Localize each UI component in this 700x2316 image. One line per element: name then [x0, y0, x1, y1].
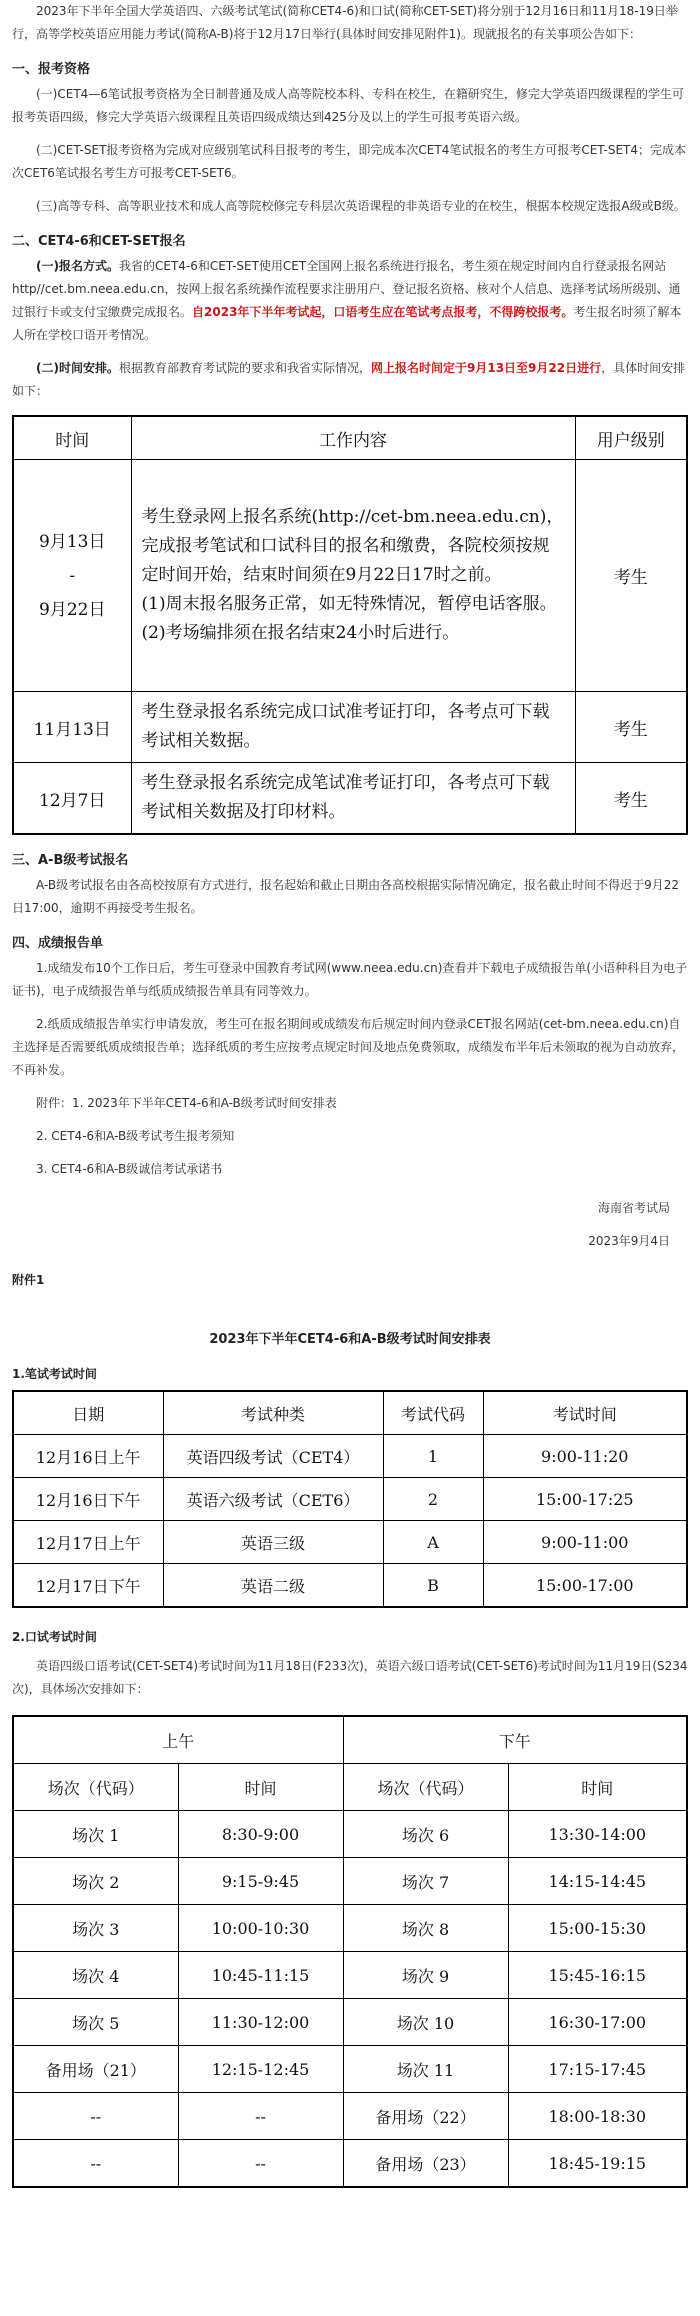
cell-time-am: 12:15-12:45 — [178, 2046, 343, 2093]
table-row — [13, 2046, 687, 2093]
cell-time-am: 9:15-9:45 — [178, 1858, 343, 1905]
column-header-exam-time: 考试时间 — [483, 1391, 687, 1435]
section-4-item-1: 1.成绩发布10个工作日后，考生可登录中国教育考试网(www.neea.edu.cn)查看并下载电子成绩报告单(小语种科目为电子证书)，电子成绩报告单与纸质成绩报告单具有同等效力。 — [12, 961, 688, 998]
column-header-date: 日期 — [13, 1391, 163, 1435]
column-header-exam-code: 考试代码 — [383, 1391, 483, 1435]
cell-date: 12月17日上午 — [13, 1521, 163, 1564]
section-1-item-3: (三)高等专科、高等职业技术和成人高等院校修完专科层次英语课程的非英语专业的在校生，根据本校规定选报A级或B级。 — [36, 199, 686, 213]
cell-session-pm: 场次 7 — [343, 1858, 508, 1905]
cell-session-am: -- — [13, 2140, 178, 2188]
section-2-item-2 — [12, 357, 688, 403]
row-user: 考生 — [575, 763, 687, 835]
section-2-item-1 — [12, 255, 688, 347]
cell-session-am: 备用场（21） — [13, 2046, 178, 2093]
table-row — [13, 1952, 687, 1999]
cell-session-pm: 场次 9 — [343, 1952, 508, 1999]
table-header-row — [13, 416, 687, 460]
attachment-1: 附件：1. 2023年下半年CET4-6和A-B级考试时间安排表 — [36, 1096, 337, 1110]
table-row — [13, 1564, 687, 1608]
cell-exam-type: 英语六级考试（CET6） — [163, 1478, 383, 1521]
column-header-user: 用户级别 — [575, 416, 687, 460]
schedule-text-end: ，具体时间安排如下： — [12, 361, 686, 398]
table-row — [13, 763, 687, 835]
cell-time-am: 10:00-10:30 — [178, 1905, 343, 1952]
cell-session-pm: 备用场（22） — [343, 2093, 508, 2140]
table-row — [13, 2093, 687, 2140]
cell-exam-time: 9:00-11:20 — [483, 1435, 687, 1478]
column-header-time-pm: 时间 — [508, 1764, 687, 1811]
section-4-title: 四、成绩报告单 — [12, 936, 104, 951]
table-row — [13, 1905, 687, 1952]
schedule-text: 根据教育部教育考试院的要求和我省实际情况， — [118, 361, 371, 375]
cell-time-am: -- — [178, 2140, 343, 2188]
table-header-row — [13, 1716, 687, 1764]
cell-time-pm: 15:00-15:30 — [508, 1905, 687, 1952]
row-content-main: 考生登录网上报名系统(http://cet-bm.neea.edu.cn)，完成报考笔试和口试科目的报名和缴费，各院校须按规定时间开始，结束时间须在9月22日17时之前。 — [141, 507, 564, 585]
cell-session-pm: 备用场（23） — [343, 2140, 508, 2188]
cell-time-pm: 18:00-18:30 — [508, 2093, 687, 2140]
cell-session-am: 场次 3 — [13, 1905, 178, 1952]
cell-time-pm: 18:45-19:15 — [508, 2140, 687, 2188]
cell-session-pm: 场次 10 — [343, 1999, 508, 2046]
oral-exam-warning: 自2023年下半年考试起，口语考生应在笔试考点报考，不得跨校报考。 — [192, 305, 574, 319]
cell-session-am: 场次 2 — [13, 1858, 178, 1905]
section-4-item-2: 2.纸质成绩报告单实行申请发放，考生可在报名期间或成绩发布后规定时间内登录CET报名网站(cet-bm.neea.edu.cn)自主选择是否需要纸质成绩报告单；选择纸质的考生应按考点规定时间及地点免费领取，成绩发布半年后未领取的视为自动放弃，不再补发。 — [12, 1017, 685, 1077]
cell-time-am: -- — [178, 2093, 343, 2140]
table-row — [13, 1811, 687, 1858]
column-header-time-am: 时间 — [178, 1764, 343, 1811]
cell-exam-code: A — [383, 1521, 483, 1564]
table-row — [13, 1478, 687, 1521]
cell-session-pm: 场次 8 — [343, 1905, 508, 1952]
row-content: 考生登录报名系统完成口试准考证打印，各考点可下载考试相关数据。 — [131, 692, 575, 763]
cell-exam-time: 15:00-17:25 — [483, 1478, 687, 1521]
row-time: 12月7日 — [13, 763, 131, 835]
row-content-note-1: (1)周末报名服务正常，如无特殊情况，暂停电话客服。 — [141, 594, 557, 614]
cell-time-am: 10:45-11:15 — [178, 1952, 343, 1999]
column-header-exam-type: 考试种类 — [163, 1391, 383, 1435]
row-time: 11月13日 — [13, 692, 131, 763]
cell-exam-code: 2 — [383, 1478, 483, 1521]
cell-exam-type: 英语四级考试（CET4） — [163, 1435, 383, 1478]
column-header-session-pm: 场次（代码） — [343, 1764, 508, 1811]
cell-time-am: 11:30-12:00 — [178, 1999, 343, 2046]
section-2-title: 二、CET4-6和CET-SET报名 — [12, 234, 186, 249]
table-row — [13, 1858, 687, 1905]
row-content — [131, 460, 575, 692]
signature-date: 2023年9月4日 — [588, 1234, 670, 1248]
row-time — [13, 460, 131, 692]
written-exam-subtitle: 1.笔试考试时间 — [12, 1367, 97, 1381]
cell-exam-code: B — [383, 1564, 483, 1608]
cell-exam-time: 9:00-11:00 — [483, 1521, 687, 1564]
table-row — [13, 460, 687, 692]
signature-org: 海南省考试局 — [597, 1201, 670, 1215]
section-3-item-1: A-B级考试报名由各高校按原有方式进行，报名起始和截止日期由各高校根据实际情况确定，报名截止时间不得迟于9月22日17:00，逾期不再接受考生报名。 — [12, 878, 679, 915]
signature-block — [12, 1197, 688, 1253]
table-row — [13, 2140, 687, 2188]
cell-session-pm: 场次 11 — [343, 2046, 508, 2093]
row-user: 考生 — [575, 692, 687, 763]
oral-exam-note: 英语四级口语考试(CET-SET4)考试时间为11月18日(F233次)，英语六级口语考试(CET-SET6)考试时间为11月19日(S234次)，具体场次安排如下： — [12, 1659, 688, 1696]
cell-time-pm: 13:30-14:00 — [508, 1811, 687, 1858]
section-3-title: 三、A-B级考试报名 — [12, 853, 129, 868]
attachment-2: 2. CET4-6和A-B级考试考生报考须知 — [36, 1129, 235, 1143]
attachment-3: 3. CET4-6和A-B级诚信考试承诺书 — [36, 1162, 223, 1176]
cell-session-am: 场次 4 — [13, 1952, 178, 1999]
oral-exam-table — [12, 1715, 688, 2188]
column-group-morning: 上午 — [13, 1716, 343, 1764]
cell-time-am: 8:30-9:00 — [178, 1811, 343, 1858]
row-time-text: 9月13日 - 9月22日 — [39, 531, 106, 620]
column-header-time: 时间 — [13, 416, 131, 460]
written-exam-table — [12, 1390, 688, 1608]
registration-method-text: 我省的CET4-6和CET-SET使用CET全国网上报名系统进行报名，考生须在规定时间内自行登录报名网站http//cet.bm.neea.edu.cn，按网上报名系统操作流程要求注册用户、登记报名资格、核对个人信息、选择考试场所级别、通过银行卡或支付宝缴费完成报名。 — [12, 259, 681, 319]
cell-date: 12月16日下午 — [13, 1478, 163, 1521]
row-user: 考生 — [575, 460, 687, 692]
column-header-session-am: 场次（代码） — [13, 1764, 178, 1811]
annex-title: 2023年下半年CET4-6和A-B级考试时间安排表 — [209, 1332, 491, 1347]
cell-time-pm: 17:15-17:45 — [508, 2046, 687, 2093]
row-content-note-2: (2)考场编排须在报名结束24小时后进行。 — [141, 623, 460, 643]
section-1-item-1: (一)CET4—6笔试报考资格为全日制普通及成人高等院校本科、专科在校生，在籍研究生，修完大学英语四级课程的学生可报考英语四级，修完大学英语六级课程且英语四级成绩达到425分及以上的学生可报考英语六级。 — [12, 87, 684, 124]
cell-exam-type: 英语二级 — [163, 1564, 383, 1608]
cell-session-am: 场次 1 — [13, 1811, 178, 1858]
table-row — [13, 1999, 687, 2046]
registration-schedule-table — [12, 415, 688, 835]
table-subheader-row — [13, 1764, 687, 1811]
section-1-title: 一、报考资格 — [12, 62, 91, 77]
oral-exam-subtitle: 2.口试考试时间 — [12, 1630, 97, 1644]
row-content: 考生登录报名系统完成笔试准考证打印，各考点可下载考试相关数据及打印材料。 — [131, 763, 575, 835]
cell-session-pm: 场次 6 — [343, 1811, 508, 1858]
table-row — [13, 1435, 687, 1478]
cell-exam-type: 英语三级 — [163, 1521, 383, 1564]
cell-exam-code: 1 — [383, 1435, 483, 1478]
cell-date: 12月16日上午 — [13, 1435, 163, 1478]
cell-time-pm: 14:15-14:45 — [508, 1858, 687, 1905]
cell-date: 12月17日下午 — [13, 1564, 163, 1608]
cell-session-am: 场次 5 — [13, 1999, 178, 2046]
column-group-afternoon: 下午 — [343, 1716, 687, 1764]
intro-paragraph: 2023年下半年全国大学英语四、六级考试笔试(简称CET4-6)和口试(简称CET-SET)将分别于12月16日和11月18-19日举行，高等学校英语应用能力考试(简称A-B)将于12月17日举行(具体时间安排见附件1)。现就报名的有关事项公告如下： — [12, 4, 678, 41]
schedule-heading: (二)时间安排。 — [36, 361, 119, 375]
registration-method-heading: (一)报名方式。 — [36, 259, 119, 273]
cell-time-pm: 15:45-16:15 — [508, 1952, 687, 1999]
cell-exam-time: 15:00-17:00 — [483, 1564, 687, 1608]
cell-time-pm: 16:30-17:00 — [508, 1999, 687, 2046]
registration-method-note: 考生报名时须了解本人所在学校口语开考情况。 — [12, 305, 682, 342]
registration-period: 网上报名时间定于9月13日至9月22日进行 — [371, 361, 602, 375]
cell-session-am: -- — [13, 2093, 178, 2140]
column-header-content: 工作内容 — [131, 416, 575, 460]
annex-label: 附件1 — [12, 1273, 45, 1287]
table-row — [13, 692, 687, 763]
table-row — [13, 1521, 687, 1564]
table-header-row — [13, 1391, 687, 1435]
section-1-item-2: (二)CET-SET报考资格为完成对应级别笔试科目报考的考生，即完成本次CET4笔试报名的考生方可报考CET-SET4；完成本次CET6笔试报名考生方可报考CET-SET6。 — [12, 143, 687, 180]
